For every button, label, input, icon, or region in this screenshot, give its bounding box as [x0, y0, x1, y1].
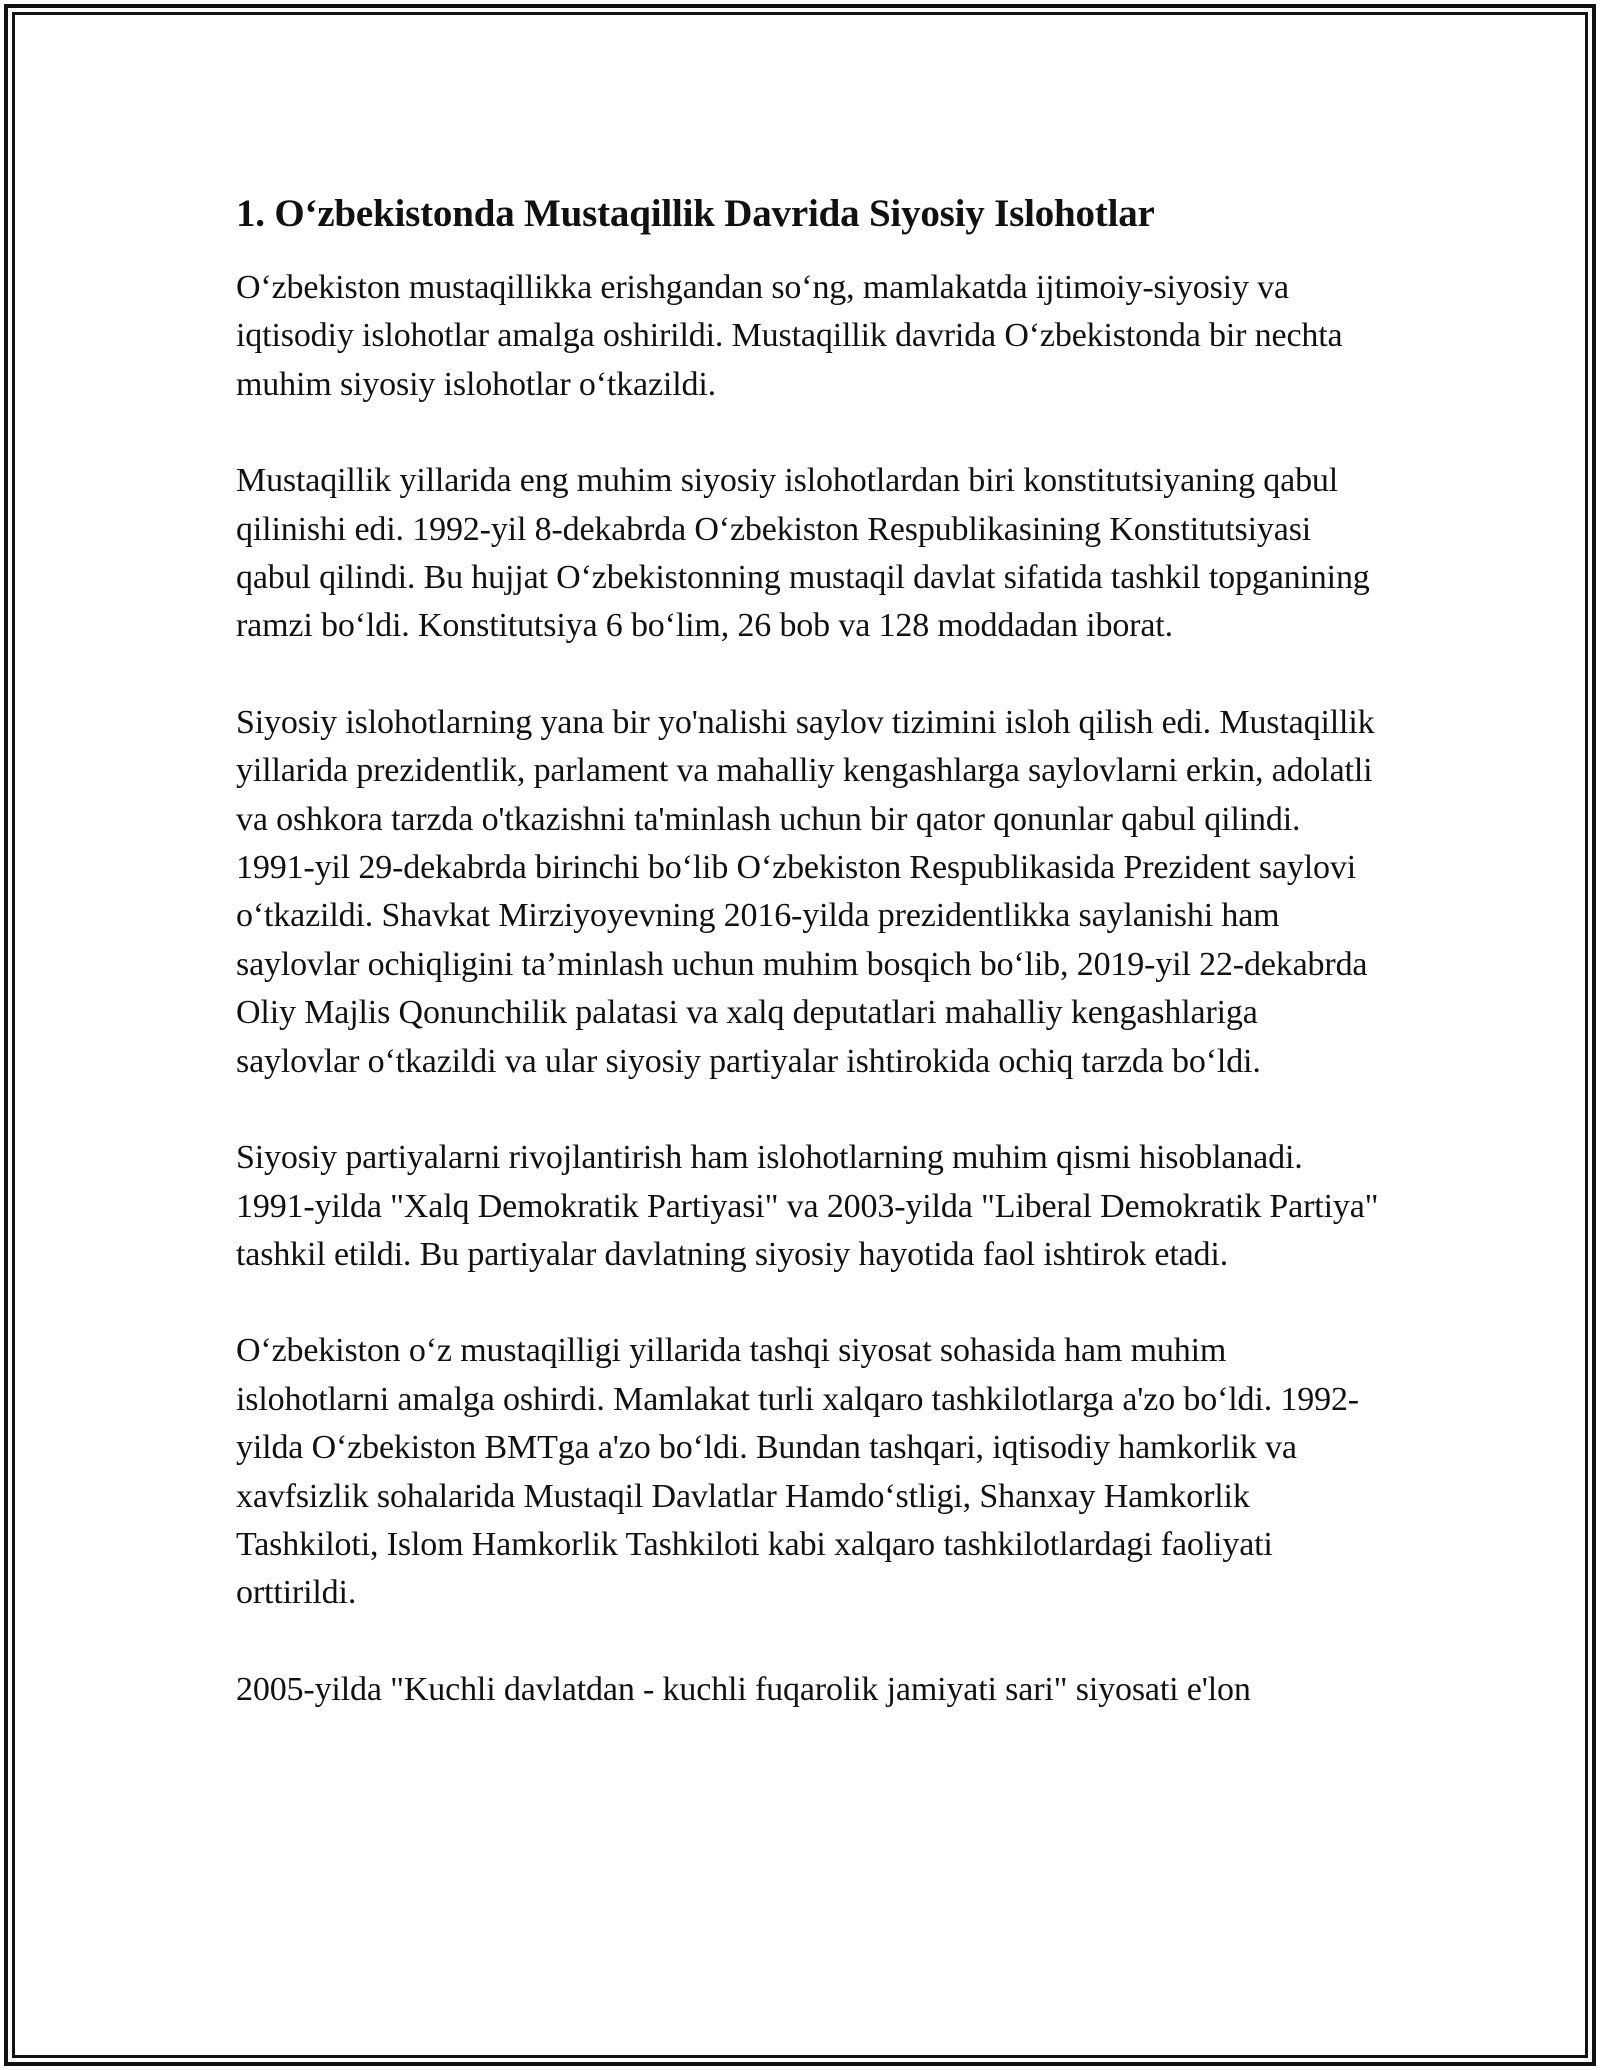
document-title: 1. O‘zbekistonda Mustaqillik Davrida Siyosiy Islohotlar: [236, 192, 1155, 235]
paragraph-parties: Siyosiy partiyalarni rivojlantirish ham islohotlarning muhim qismi hisoblanadi. 1991-yilda "Xalq Demokratik Partiyasi" va 2003-yilda "Liberal Demokratik Partiya" tashkil etildi. Bu partiyalar davlatning siyosiy hayotida faol ishtirok etadi.: [236, 1139, 1379, 1273]
paragraph-constitution: Mustaqillik yillarida eng muhim siyosiy islohotlardan biri konstitutsiyaning qabul qilinishi edi. 1992-yil 8-dekabrda O‘zbekiston Respublikasining Konstitutsiyasi qabul qilindi. Bu hujjat O‘zbekistonning mustaqil davlat sifatida tashkil topganining ramzi bo‘ldi. Konstitutsiya 6 bo‘lim, 26 bob va 128 moddadan iborat.: [236, 462, 1370, 645]
document-body: [236, 186, 1386, 1762]
paragraph-elections: Siyosiy islohotlarning yana bir yo'nalishi saylov tizimini isloh qilish edi. Mustaqillik yillarida prezidentlik, parlament va mahalliy kengashlarga saylovlarni erkin, adolatli va oshkora tarzda o'tkazishni ta'minlash uchun bir qator qonunlar qabul qilindi. 1991-yil 29-dekabrda birinchi bo‘lib O‘zbekiston Respublikasida Prezident saylovi o‘tkazildi. Shavkat Mirziyoyevning 2016-yilda prezidentlikka saylanishi ham saylovlar ochiqligini ta’minlash uchun muhim bosqich bo‘lib, 2019-yil 22-dekabrda Oliy Majlis Qonunchilik palatasi va xalq deputatlari mahalliy kengashlariga saylovlar o‘tkazildi va ular siyosiy partiyalar ishtirokida ochiq tarzda bo‘ldi.: [236, 703, 1375, 1080]
paragraph-foreign-policy: O‘zbekiston o‘z mustaqilligi yillarida tashqi siyosat sohasida ham muhim islohotlarni amalga oshirdi. Mamlakat turli xalqaro tashkilotlarga a'zo bo‘ldi. 1992-yilda O‘zbekiston BMTga a'zo bo‘ldi. Bundan tashqari, iqtisodiy hamkorlik va xavfsizlik sohalarida Mustaqil Davlatlar Hamdo‘stligi, Shanxay Hamkorlik Tashkiloti, Islom Hamkorlik Tashkiloti kabi xalqaro tashkilotlardagi faoliyati orttirildi.: [236, 1332, 1359, 1612]
paragraph-2005: 2005-yilda "Kuchli davlatdan - kuchli fuqarolik jamiyati sari" siyosati e'lon: [236, 1670, 1251, 1708]
paragraph-intro: O‘zbekiston mustaqillikka erishgandan so‘ng, mamlakatda ijtimoiy-siyosiy va iqtisodiy islohotlar amalga oshirildi. Mustaqillik davrida O‘zbekistonda bir nechta muhim siyosiy islohotlar o‘tkazildi.: [236, 269, 1343, 403]
